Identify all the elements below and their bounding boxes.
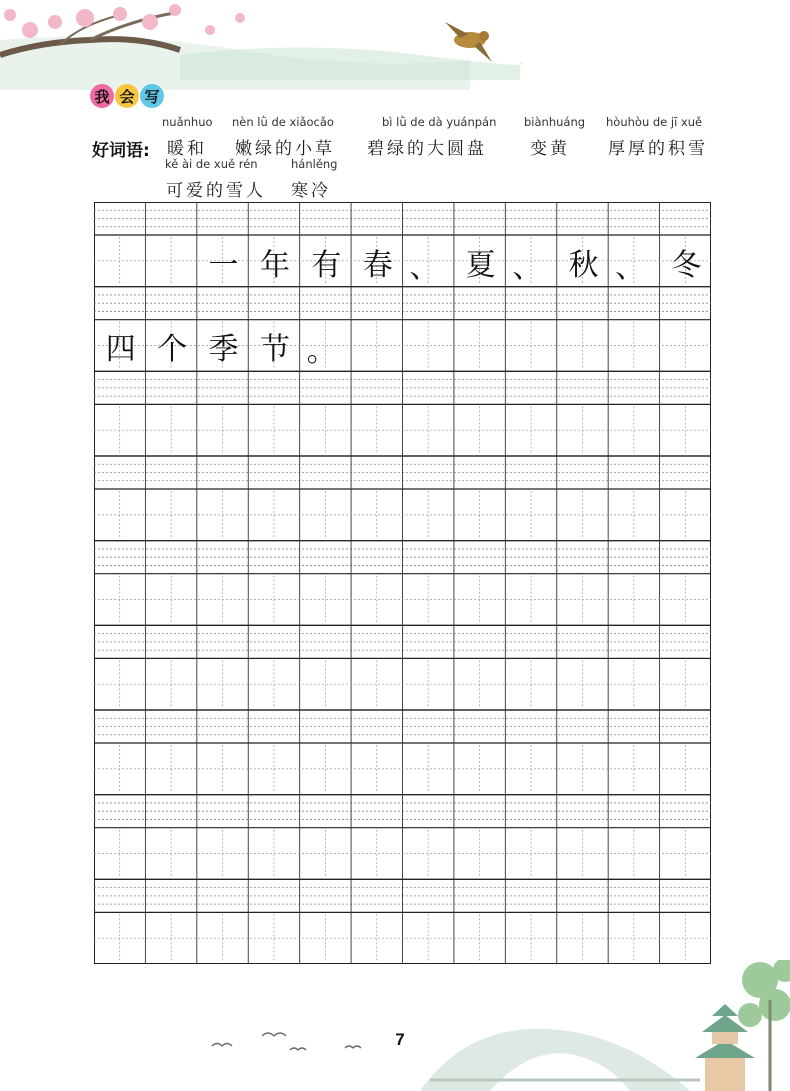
bird-icon xyxy=(445,22,492,62)
pinyin: kě ài de xuě rén xyxy=(165,157,258,171)
grid-character: 春 xyxy=(362,247,393,283)
bottom-landscape-decoration xyxy=(0,960,790,1091)
grid-character: 年 xyxy=(259,247,290,283)
pinyin: nuǎnhuo xyxy=(162,115,213,129)
grid-lines xyxy=(94,202,711,964)
badge-char-3: 写 xyxy=(140,84,164,108)
grid-character: 一 xyxy=(208,247,239,283)
top-landscape-decoration xyxy=(0,0,790,90)
vocab-label: 好词语: xyxy=(92,141,150,161)
pinyin: biànhuáng xyxy=(524,115,586,129)
pinyin: hánlěng xyxy=(291,157,338,171)
grid-character: 节 xyxy=(259,332,290,368)
grid-character: 、 xyxy=(615,249,646,285)
grid-character: 、 xyxy=(409,249,440,285)
grid-character: 、 xyxy=(512,249,543,285)
word: 可爱的雪人 xyxy=(166,181,266,201)
word: 暖和 xyxy=(167,139,207,159)
grid-character: 四 xyxy=(105,332,136,368)
grid-character: 冬 xyxy=(671,247,702,283)
bird-flock-icon xyxy=(212,1033,361,1050)
word: 嫩绿的小草 xyxy=(235,139,335,159)
writing-grid xyxy=(94,202,711,964)
grid-character: 季 xyxy=(208,332,239,368)
pinyin: hòuhòu de jī xuě xyxy=(606,115,703,129)
grid-character: 秋 xyxy=(568,247,599,283)
grid-character: 。 xyxy=(306,334,337,370)
word: 寒冷 xyxy=(291,181,331,201)
word: 碧绿的大圆盘 xyxy=(367,139,487,159)
pinyin: bì lǜ de dà yuánpán xyxy=(382,115,497,129)
word: 厚厚的积雪 xyxy=(608,139,708,159)
grid-character: 有 xyxy=(311,247,342,283)
pinyin: nèn lǜ de xiǎocǎo xyxy=(232,115,334,129)
badge-char-1: 我 xyxy=(90,84,114,108)
grid-character: 个 xyxy=(157,332,188,368)
grid-character: 夏 xyxy=(465,247,496,283)
word: 变黄 xyxy=(530,139,570,159)
badge-char-2: 会 xyxy=(115,84,139,108)
page-number: 7 xyxy=(395,1030,405,1049)
section-title-badge xyxy=(90,84,164,110)
